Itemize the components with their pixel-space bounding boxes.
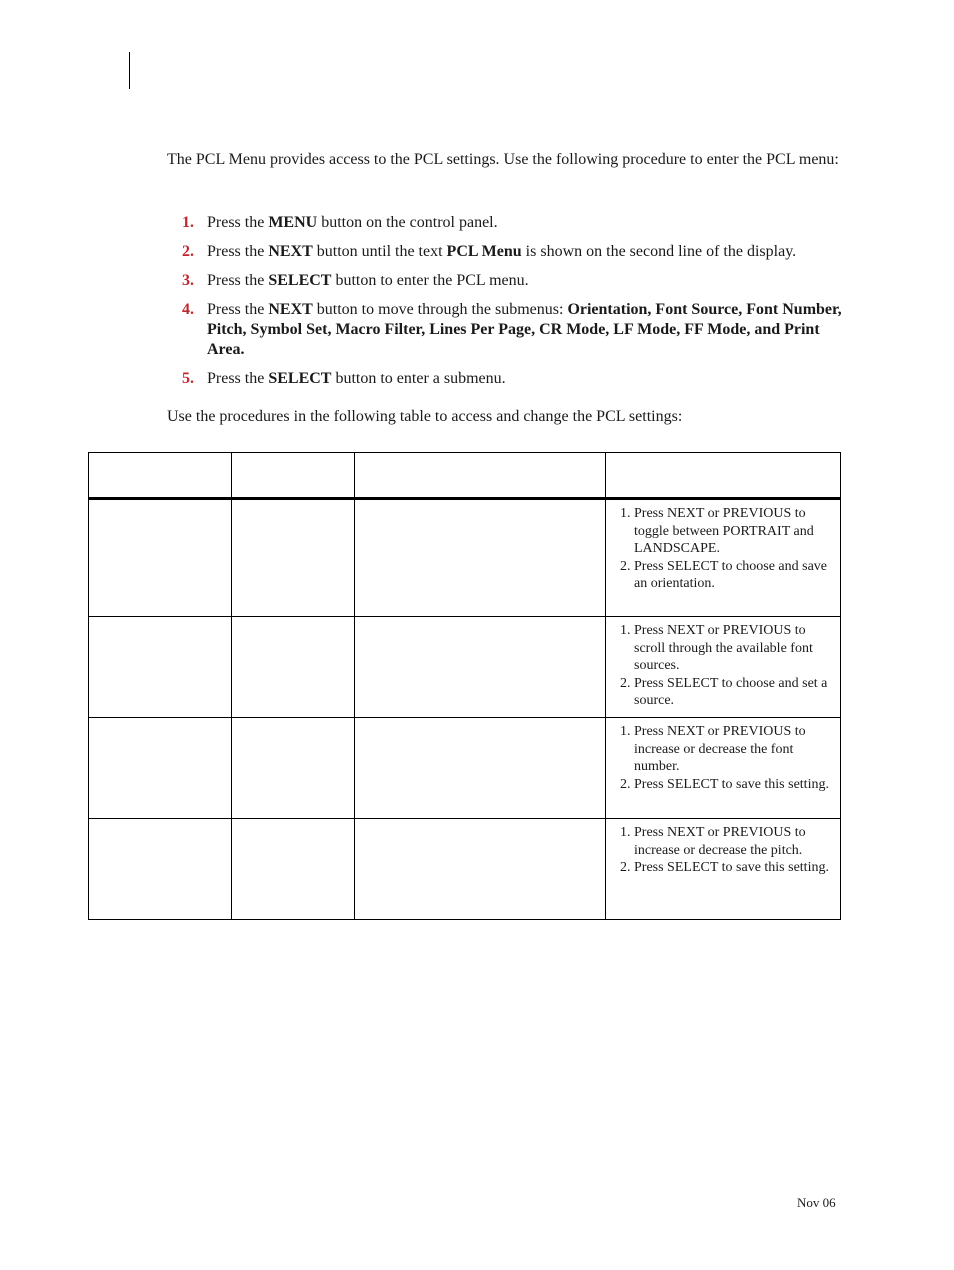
step-number: 4.: [182, 301, 194, 318]
step-text: button until the text: [312, 243, 447, 260]
procedure-step-number: 1.: [620, 825, 631, 840]
step-bold-term: PCL Menu: [446, 243, 522, 260]
table-header-cell: [89, 453, 232, 499]
intro-paragraph: The PCL Menu provides access to the PCL settings. Use the following procedure to enter the PCL menu:: [167, 151, 839, 168]
procedure-step-text: Press SELECT to choose and set a source.: [634, 675, 828, 708]
procedure-step: [612, 675, 834, 710]
procedure-step: [612, 622, 834, 675]
procedure-step-text: Press NEXT or PREVIOUS to increase or decrease the font number.: [634, 724, 806, 774]
step-number: 3.: [182, 272, 194, 289]
table-cell: [89, 718, 232, 819]
table-cell: [89, 499, 232, 617]
procedure-step: [612, 505, 834, 558]
procedure-step-number: 2.: [620, 860, 631, 875]
table-row: [89, 499, 841, 617]
table-cell: [355, 617, 606, 718]
step-bold-term: MENU: [268, 214, 318, 231]
table-header-cell: [355, 453, 606, 499]
step-bold-term: SELECT: [268, 370, 332, 387]
step-item: [167, 271, 857, 291]
table-row: [89, 617, 841, 718]
procedure-cell: [606, 819, 841, 920]
procedure-cell: [606, 499, 841, 617]
step-number: 1.: [182, 214, 194, 231]
step-item: [167, 369, 857, 389]
procedure-step-number: 2.: [620, 776, 631, 792]
table-cell: [355, 819, 606, 920]
step-bold-term: SELECT: [268, 272, 332, 289]
step-item: [167, 242, 857, 262]
procedure-step-number: 2.: [620, 558, 631, 574]
table-cell: [355, 718, 606, 819]
procedure-step: [612, 859, 834, 877]
procedure-step: [612, 558, 834, 593]
procedure-step-text: Press SELECT to choose and save an orientation.: [634, 558, 827, 591]
procedure-steps: [167, 213, 857, 398]
procedure-step-text: Press NEXT or PREVIOUS to increase or decrease the pitch.: [634, 825, 806, 858]
table-cell: [355, 499, 606, 617]
step-text: button on the control panel.: [317, 214, 498, 231]
step-text: is shown on the second line of the display.: [521, 243, 797, 260]
step-number: 5.: [182, 370, 194, 387]
step-bold-term: NEXT: [268, 301, 313, 318]
step-bold-term: Orientation, Font Source, Font Number, Pitch, Symbol Set, Macro Filter, Lines Per Page, CR Mode, LF Mode, FF Mode, and Print Area.: [207, 301, 842, 358]
page-footer-date: Nov 06: [797, 1195, 836, 1210]
table-cell: [232, 819, 355, 920]
step-number: 2.: [182, 243, 194, 260]
pcl-settings-table: [88, 452, 841, 920]
procedure-step: [612, 824, 834, 859]
procedure-step-number: 1.: [620, 623, 631, 638]
procedure-step-number: 1.: [620, 724, 631, 739]
step-text: Press the: [207, 272, 269, 289]
procedure-step-number: 2.: [620, 675, 631, 691]
step-text: Press the: [207, 370, 269, 387]
table-header-cell: [606, 453, 841, 499]
step-item: [167, 213, 857, 233]
table-cell: [232, 718, 355, 819]
step-item: [167, 300, 857, 360]
procedure-step-text: Press SELECT to save this setting.: [634, 776, 829, 792]
step-bold-term: NEXT: [268, 243, 313, 260]
step-text: button to enter a submenu.: [331, 370, 506, 387]
procedure-cell: [606, 617, 841, 718]
margin-change-bar: [129, 52, 130, 89]
step-text: Press the: [207, 243, 269, 260]
procedure-step: [612, 776, 834, 794]
table-intro-paragraph: Use the procedures in the following table to access and change the PCL settings:: [167, 408, 683, 425]
step-text: Press the: [207, 214, 269, 231]
procedure-step-text: Press SELECT to save this setting.: [634, 860, 829, 875]
table-row: [89, 718, 841, 819]
procedure-step-text: Press NEXT or PREVIOUS to scroll through the available font sources.: [634, 623, 813, 673]
table-cell: [232, 499, 355, 617]
table-cell: [89, 819, 232, 920]
procedure-step-text: Press NEXT or PREVIOUS to toggle between PORTRAIT and LANDSCAPE.: [634, 506, 814, 556]
table-header-row: [89, 453, 841, 499]
step-text: button to move through the submenus:: [312, 301, 568, 318]
step-text: button to enter the PCL menu.: [331, 272, 529, 289]
table-row: [89, 819, 841, 920]
step-text: Press the: [207, 301, 269, 318]
procedure-step-number: 1.: [620, 506, 631, 521]
table-header-cell: [232, 453, 355, 499]
table-cell: [232, 617, 355, 718]
table-cell: [89, 617, 232, 718]
procedure-cell: [606, 718, 841, 819]
procedure-step: [612, 723, 834, 776]
